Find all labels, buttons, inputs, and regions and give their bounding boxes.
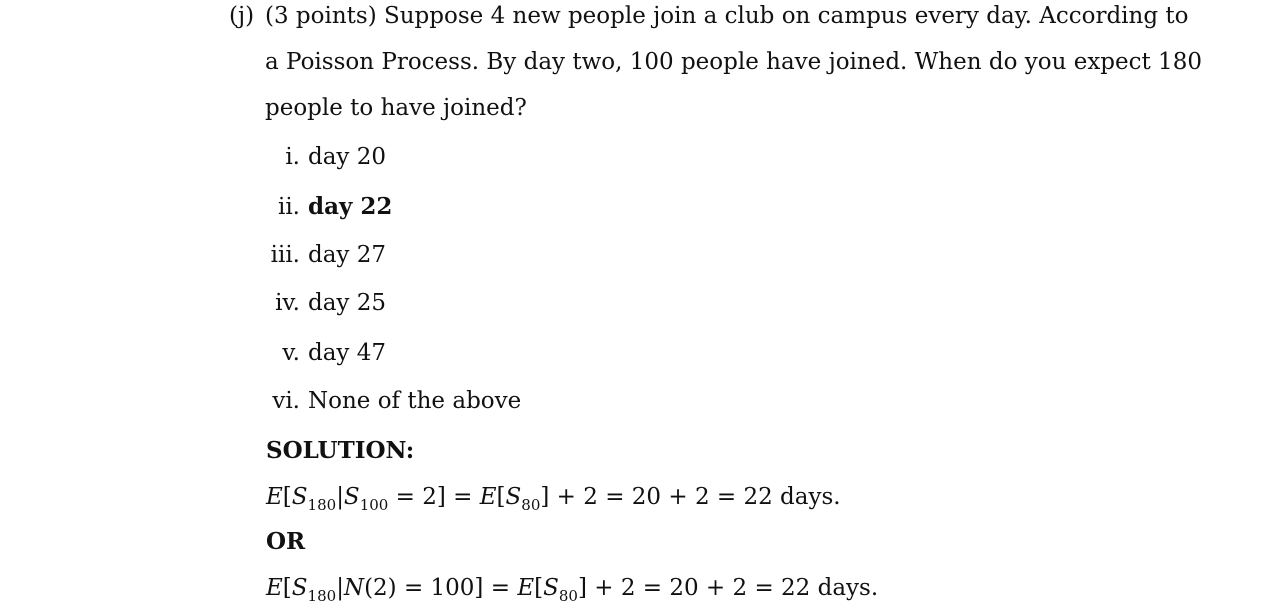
eq-symbol: |N bbox=[336, 575, 365, 601]
option-text: day 22 bbox=[308, 193, 393, 220]
question-text-line-3: people to have joined? bbox=[265, 95, 527, 121]
eq-symbol: E bbox=[517, 575, 535, 601]
option-vi bbox=[260, 387, 521, 415]
or-heading: OR bbox=[266, 528, 306, 555]
option-text: day 20 bbox=[308, 144, 387, 170]
eq-symbol: E bbox=[266, 575, 283, 601]
option-iv bbox=[260, 289, 386, 317]
eq-subscript: 80 bbox=[558, 587, 578, 605]
eq-text: = 2] = bbox=[388, 484, 480, 510]
option-text: day 27 bbox=[308, 242, 387, 268]
option-ii-correct bbox=[260, 193, 392, 221]
eq-text: (2) = 100] = bbox=[364, 575, 518, 601]
eq-symbol: S bbox=[543, 575, 559, 601]
eq-symbol: E bbox=[479, 484, 497, 510]
option-iii bbox=[260, 241, 386, 269]
option-number: ii. bbox=[277, 194, 300, 220]
eq-symbol: S bbox=[505, 484, 522, 510]
eq-text: ] + 2 = 20 + 2 = 22 days. bbox=[540, 484, 841, 510]
eq-symbol: S bbox=[291, 484, 308, 510]
option-number: v. bbox=[282, 340, 300, 366]
option-text: day 25 bbox=[308, 290, 387, 316]
eq-symbol: S bbox=[291, 575, 308, 601]
eq-text: ] + 2 = 20 + 2 = 22 days. bbox=[577, 575, 879, 601]
eq-subscript: 180 bbox=[307, 496, 337, 514]
option-number: iv. bbox=[275, 290, 300, 316]
eq-subscript: 180 bbox=[307, 587, 337, 605]
option-text: None of the above bbox=[308, 388, 522, 414]
option-number: iii. bbox=[270, 242, 300, 268]
eq-subscript: 80 bbox=[521, 496, 541, 514]
option-text: day 47 bbox=[308, 340, 387, 366]
eq-symbol: |S bbox=[336, 484, 360, 510]
solution-heading: SOLUTION: bbox=[266, 437, 415, 464]
option-i bbox=[260, 143, 386, 171]
solution-equation-2: $E[S_{180}|N(2) = 100] = E[S_{80}] + 2 = 20 + 2 = 22$ days. bbox=[266, 575, 879, 605]
eq-symbol: E bbox=[266, 484, 283, 510]
option-number: i. bbox=[285, 144, 300, 170]
eq-subscript: 100 bbox=[359, 496, 389, 514]
option-number: vi. bbox=[272, 388, 300, 414]
question-text-line-1: (3 points) Suppose 4 new people join a club on campus every day. According to bbox=[265, 3, 1189, 29]
question-label: (j) bbox=[229, 3, 255, 29]
question-text-line-2: a Poisson Process. By day two, 100 people have joined. When do you expect 180 bbox=[265, 49, 1202, 75]
option-v bbox=[260, 339, 386, 367]
solution-equation-1: $E[S_{180}|S_{100} = 2] = E[S_{80}] + 2 = 20 + 2 = 22$ days. bbox=[266, 484, 841, 514]
